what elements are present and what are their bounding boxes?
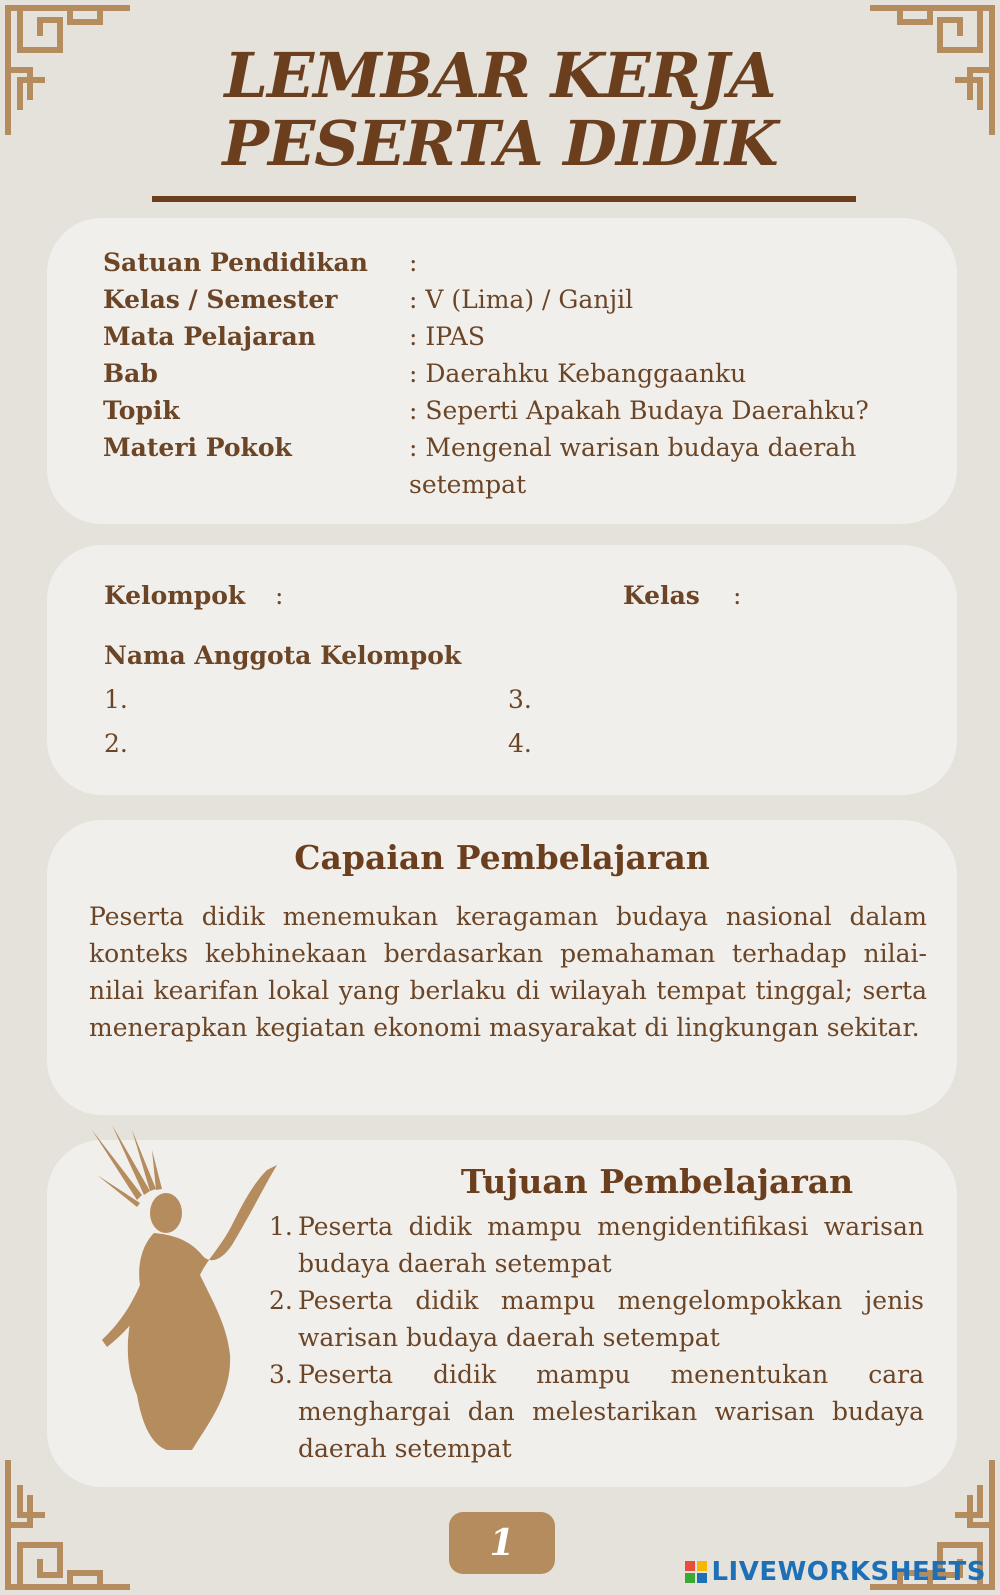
member-number[interactable]: 3. <box>508 685 532 714</box>
member-number[interactable]: 2. <box>104 729 128 758</box>
kelas-label: Kelas <box>623 581 700 610</box>
info-value: : IPAS <box>409 322 485 351</box>
info-label: Kelas / Semester <box>103 285 338 314</box>
info-label: Mata Pelajaran <box>103 322 316 351</box>
list-item <box>269 1282 924 1356</box>
list-item-number: 2. <box>269 1286 293 1315</box>
brand-logo <box>685 1557 986 1587</box>
member-number[interactable]: 4. <box>508 729 532 758</box>
kelompok-colon[interactable]: : <box>275 581 284 610</box>
info-value: : Seperti Apakah Budaya Daerahku? <box>409 396 869 425</box>
member-number[interactable]: 1. <box>104 685 128 714</box>
list-item-text: Peserta didik mampu menentukan cara menghargai dan melestarikan warisan budaya daerah setempat <box>298 1360 924 1463</box>
info-label: Bab <box>103 359 158 388</box>
info-label: Satuan Pendidikan <box>103 248 368 277</box>
page-title <box>0 39 1000 180</box>
tujuan-list <box>269 1208 924 1467</box>
title-divider <box>152 196 856 202</box>
info-label: Materi Pokok <box>103 433 292 462</box>
list-item-number: 1. <box>269 1212 293 1241</box>
list-item-number: 3. <box>269 1360 293 1389</box>
list-item-text: Peserta didik mampu mengelompokkan jenis warisan budaya daerah setempat <box>298 1286 924 1352</box>
title-line-2: PESERTA DIDIK <box>222 107 778 180</box>
members-label: Nama Anggota Kelompok <box>104 641 462 670</box>
list-item-text: Peserta didik mampu mengidentifikasi warisan budaya daerah setempat <box>298 1212 924 1278</box>
kelas-colon[interactable]: : <box>733 581 742 610</box>
list-item <box>269 1208 924 1282</box>
page-number-badge: 1 <box>449 1512 555 1574</box>
group-card <box>47 545 957 795</box>
info-value: : Daerahku Kebanggaanku <box>409 359 747 388</box>
kelompok-label: Kelompok <box>104 581 246 610</box>
info-value: : Mengenal warisan budaya daerah setempat <box>409 433 857 499</box>
capaian-heading: Capaian Pembelajaran <box>294 838 710 877</box>
brand-text: LIVEWORKSHEETS <box>711 1557 986 1587</box>
info-label: Topik <box>103 396 180 425</box>
info-value: : <box>409 248 418 277</box>
capaian-card <box>47 820 957 1115</box>
list-item <box>269 1356 924 1467</box>
title-line-1: LEMBAR KERJA <box>224 39 776 112</box>
capaian-text: Peserta didik menemukan keragaman budaya nasional dalam konteks kebhinekaan berdasarkan pemahaman terhadap nilai-nilai kearifan lokal yang berlaku di wilayah tempat tinggal; serta menerapkan kegiatan ekonomi masyarakat di lingkungan sekitar. <box>89 902 927 1042</box>
info-value: : V (Lima) / Ganjil <box>409 285 634 314</box>
identity-card <box>47 218 957 524</box>
tujuan-heading: Tujuan Pembelajaran <box>460 1162 854 1201</box>
dancer-illustration <box>82 1125 282 1465</box>
brand-icon <box>685 1560 707 1582</box>
